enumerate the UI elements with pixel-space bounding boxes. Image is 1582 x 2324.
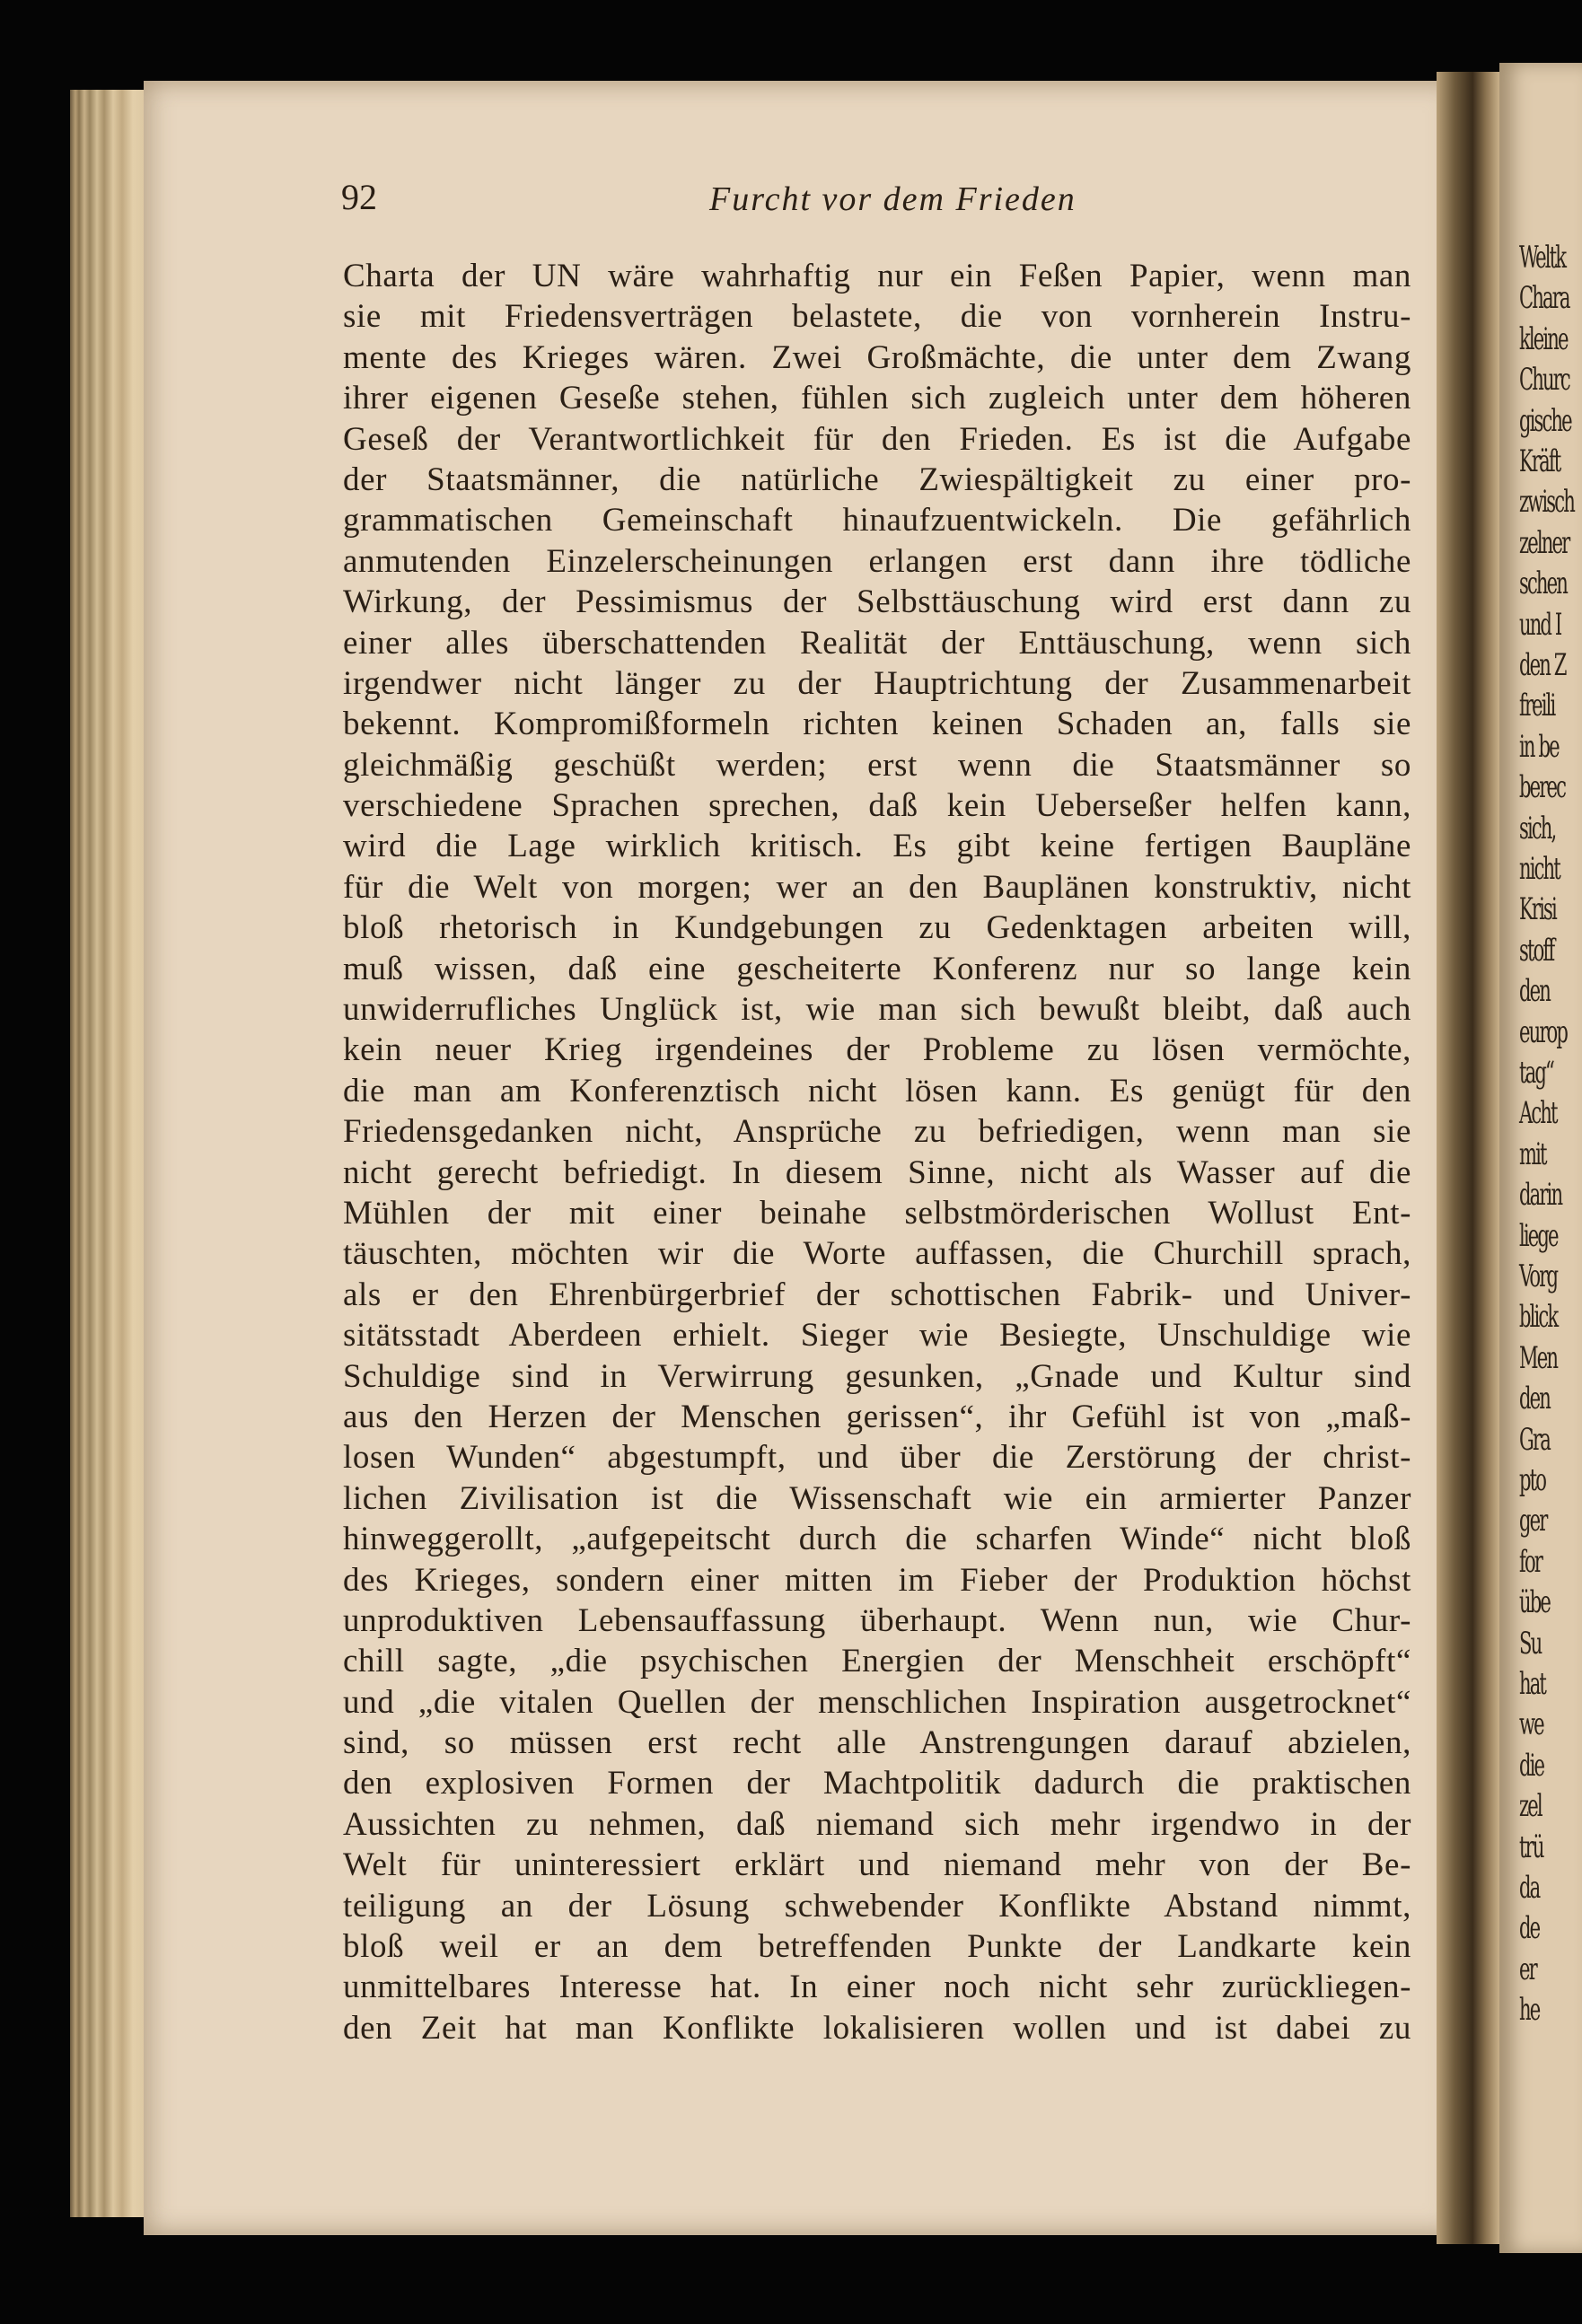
page-number: 92	[341, 177, 377, 217]
text-line: Welt für uninteressiert erklärt und niemand mehr von der Be-	[343, 1846, 1411, 1884]
text-line: teiligung an der Lösung schwebender Konflikte Abstand nimmt,	[343, 1887, 1411, 1925]
facing-page-line-fragment: Kräft	[1519, 443, 1560, 479]
facing-page-line-fragment: Gra	[1519, 1421, 1550, 1458]
text-line: unproduktiven Lebensauffassung überhaupt. Wenn nun, wie Chur-	[343, 1601, 1411, 1639]
text-line: Charta der UN wäre wahrhaftig nur ein Feßen Papier, wenn man	[343, 258, 1411, 294]
facing-page-line-fragment: zwisch	[1519, 484, 1574, 521]
text-line: Geseß der Verantwortlichkeit für den Frieden. Es ist die Aufgabe	[343, 420, 1411, 458]
facing-page-line-fragment: berec	[1519, 769, 1566, 806]
text-line: anmutenden Einzelerscheinungen erlangen erst dann ihre tödliche	[343, 542, 1411, 580]
page-block-edges	[70, 90, 151, 2217]
facing-page-line-fragment: nicht	[1519, 851, 1560, 887]
text-line: Friedensgedanken nicht, Ansprüche zu befriedigen, wenn man sie	[343, 1113, 1411, 1151]
body-text	[343, 256, 1411, 2048]
facing-page-line-fragment: tag“	[1519, 1055, 1553, 1091]
text-line: ihrer eigenen Geseße stehen, fühlen sich zugleich unter dem höheren	[343, 380, 1411, 417]
text-line: verschiedene Sprachen sprechen, daß kein Ueberseßer helfen kann,	[343, 787, 1411, 825]
text-line: bekennt. Kompromißformeln richten keinen Schaden an, falls sie	[343, 706, 1411, 743]
facing-page-line-fragment: kleine	[1519, 320, 1568, 357]
facing-page-line-fragment: und I	[1519, 606, 1561, 643]
text-line: sitätsstadt Aberdeen erhielt. Sieger wie Besiegte, Unschuldige wie	[343, 1317, 1411, 1355]
facing-page-line-fragment: europ	[1519, 1013, 1568, 1050]
facing-page-line-fragment: Krisi	[1519, 891, 1556, 928]
facing-page-line-fragment: stoff	[1519, 932, 1554, 969]
facing-page-line-fragment: er	[1519, 1951, 1536, 1987]
facing-page-line-fragment: Acht	[1519, 1095, 1557, 1132]
text-line: Schuldige sind in Verwirrung gesunken, „Gnade und Kultur sind	[343, 1357, 1411, 1395]
facing-page-line-fragment: we	[1519, 1706, 1543, 1743]
facing-page-line-fragment: mit	[1519, 1136, 1546, 1172]
text-line: sie mit Friedensverträgen belastete, die von vornherein Instru-	[343, 298, 1411, 336]
facing-page-line-fragment: liege	[1519, 1217, 1558, 1254]
text-line: nicht gerecht befriedigt. In diesem Sinne, nicht als Wasser auf die	[343, 1153, 1411, 1191]
facing-page-line-fragment: darin	[1519, 1177, 1562, 1214]
facing-page-line-fragment: de	[1519, 1910, 1540, 1947]
text-line: bloß weil er an dem betreffenden Punkte der Landkarte kein	[343, 1928, 1411, 1966]
text-line: hinweggerollt, „aufgepeitscht durch die scharfen Winde“ nicht bloß	[343, 1521, 1411, 1558]
book-spine-gutter	[1437, 72, 1499, 2244]
text-line: kein neuer Krieg irgendeines der Probleme zu lösen vermöchte,	[343, 1031, 1411, 1069]
text-line: der Staatsmänner, die natürliche Zwiespältigkeit zu einer pro-	[343, 460, 1411, 498]
facing-page-line-fragment: blick	[1519, 1299, 1558, 1336]
text-line: den Zeit hat man Konflikte lokalisieren wollen und ist dabei zu	[343, 2009, 1411, 2047]
facing-page-line-fragment: trü	[1519, 1829, 1543, 1865]
text-line: chill sagte, „die psychischen Energien der Menschheit erschöpft“	[343, 1643, 1411, 1680]
text-line: des Krieges, sondern einer mitten im Fieber der Produktion höchst	[343, 1561, 1411, 1599]
facing-page-line-fragment: ger	[1519, 1503, 1547, 1539]
facing-page-line-fragment: in be	[1519, 728, 1559, 765]
facing-page-line-fragment: zelner	[1519, 524, 1569, 561]
facing-page-line-fragment: Men	[1519, 1339, 1558, 1376]
text-line: grammatischen Gemeinschaft hinaufzuentwickeln. Die gefährlich	[343, 502, 1411, 539]
facing-page-line-fragment: da	[1519, 1870, 1540, 1906]
facing-page-line-fragment: übe	[1519, 1584, 1550, 1621]
text-line: einer alles überschattenden Realität der Enttäuschung, wenn sich	[343, 624, 1411, 662]
text-line: als er den Ehrenbürgerbrief der schottischen Fabrik- und Univer-	[343, 1276, 1411, 1313]
facing-page-line-fragment: die	[1519, 1747, 1544, 1784]
text-line: täuschten, möchten wir die Worte auffassen, die Churchill sprach,	[343, 1235, 1411, 1273]
facing-page-line-fragment: Weltk	[1519, 240, 1566, 276]
facing-page-line-fragment: Chara	[1519, 280, 1569, 317]
facing-page-line-fragment: Vorg	[1519, 1258, 1558, 1294]
facing-page-line-fragment: for	[1519, 1543, 1542, 1580]
text-line: muß wissen, daß eine gescheiterte Konferenz nur so lange kein	[343, 950, 1411, 987]
text-line: mente des Krieges wären. Zwei Großmächte, die unter dem Zwang	[343, 338, 1411, 376]
facing-page-line-fragment: sich,	[1519, 810, 1556, 846]
text-line: lichen Zivilisation ist die Wissenschaft wie ein armierter Panzer	[343, 1479, 1411, 1517]
facing-page-line-fragment: pto	[1519, 1462, 1546, 1498]
text-line: Mühlen der mit einer beinahe selbstmörderischen Wollust Ent-	[343, 1194, 1411, 1232]
text-line: gleichmäßig geschüßt werden; erst wenn die Staatsmänner so	[343, 746, 1411, 784]
text-line: für die Welt von morgen; wer an den Bauplänen konstruktiv, nicht	[343, 868, 1411, 906]
running-title: Furcht vor dem Frieden	[709, 180, 1077, 218]
facing-page-line-fragment: den	[1519, 1381, 1550, 1417]
text-line: sind, so müssen erst recht alle Anstrengungen darauf abzielen,	[343, 1724, 1411, 1762]
facing-page-line-fragment: gische	[1519, 402, 1571, 439]
text-line: wird die Lage wirklich kritisch. Es gibt keine fertigen Baupläne	[343, 828, 1411, 865]
facing-page-line-fragment: den Z	[1519, 647, 1566, 683]
text-line: losen Wunden“ abgestumpft, und über die Zerstörung der christ-	[343, 1439, 1411, 1477]
text-line: irgendwer nicht länger zu der Hauptrichtung der Zusammenarbeit	[343, 664, 1411, 702]
facing-page-line-fragment: Su	[1519, 1625, 1542, 1662]
text-line: unmittelbares Interesse hat. In einer noch nicht sehr zurückliegen-	[343, 1969, 1411, 2006]
text-line: die man am Konferenztisch nicht lösen kann. Es genügt für den	[343, 1072, 1411, 1109]
facing-page	[1499, 63, 1582, 2253]
text-line: unwiderrufliches Unglück ist, wie man sich bewußt bleibt, daß auch	[343, 991, 1411, 1029]
facing-page-line-fragment: hat	[1519, 1666, 1546, 1702]
text-line: aus den Herzen der Menschen gerissen“, ihr Gefühl ist von „maß-	[343, 1398, 1411, 1435]
facing-page-line-fragment: freili	[1519, 688, 1555, 724]
facing-page-line-fragment: den	[1519, 973, 1550, 1010]
text-line: Wirkung, der Pessimismus der Selbsttäuschung wird erst dann zu	[343, 583, 1411, 621]
facing-page-line-fragment: Churc	[1519, 362, 1569, 399]
facing-page-line-fragment: schen	[1519, 566, 1567, 602]
text-line: den explosiven Formen der Machtpolitik dadurch die praktischen	[343, 1765, 1411, 1802]
text-line: und „die vitalen Quellen der menschlichen Inspiration ausgetrocknet“	[343, 1683, 1411, 1721]
facing-page-line-fragment: he	[1519, 1992, 1540, 2029]
text-line: bloß rhetorisch in Kundgebungen zu Gedenktagen arbeiten will,	[343, 909, 1411, 947]
facing-page-line-fragment: zel	[1519, 1788, 1542, 1825]
text-line: Aussichten zu nehmen, daß niemand sich mehr irgendwo in der	[343, 1805, 1411, 1843]
